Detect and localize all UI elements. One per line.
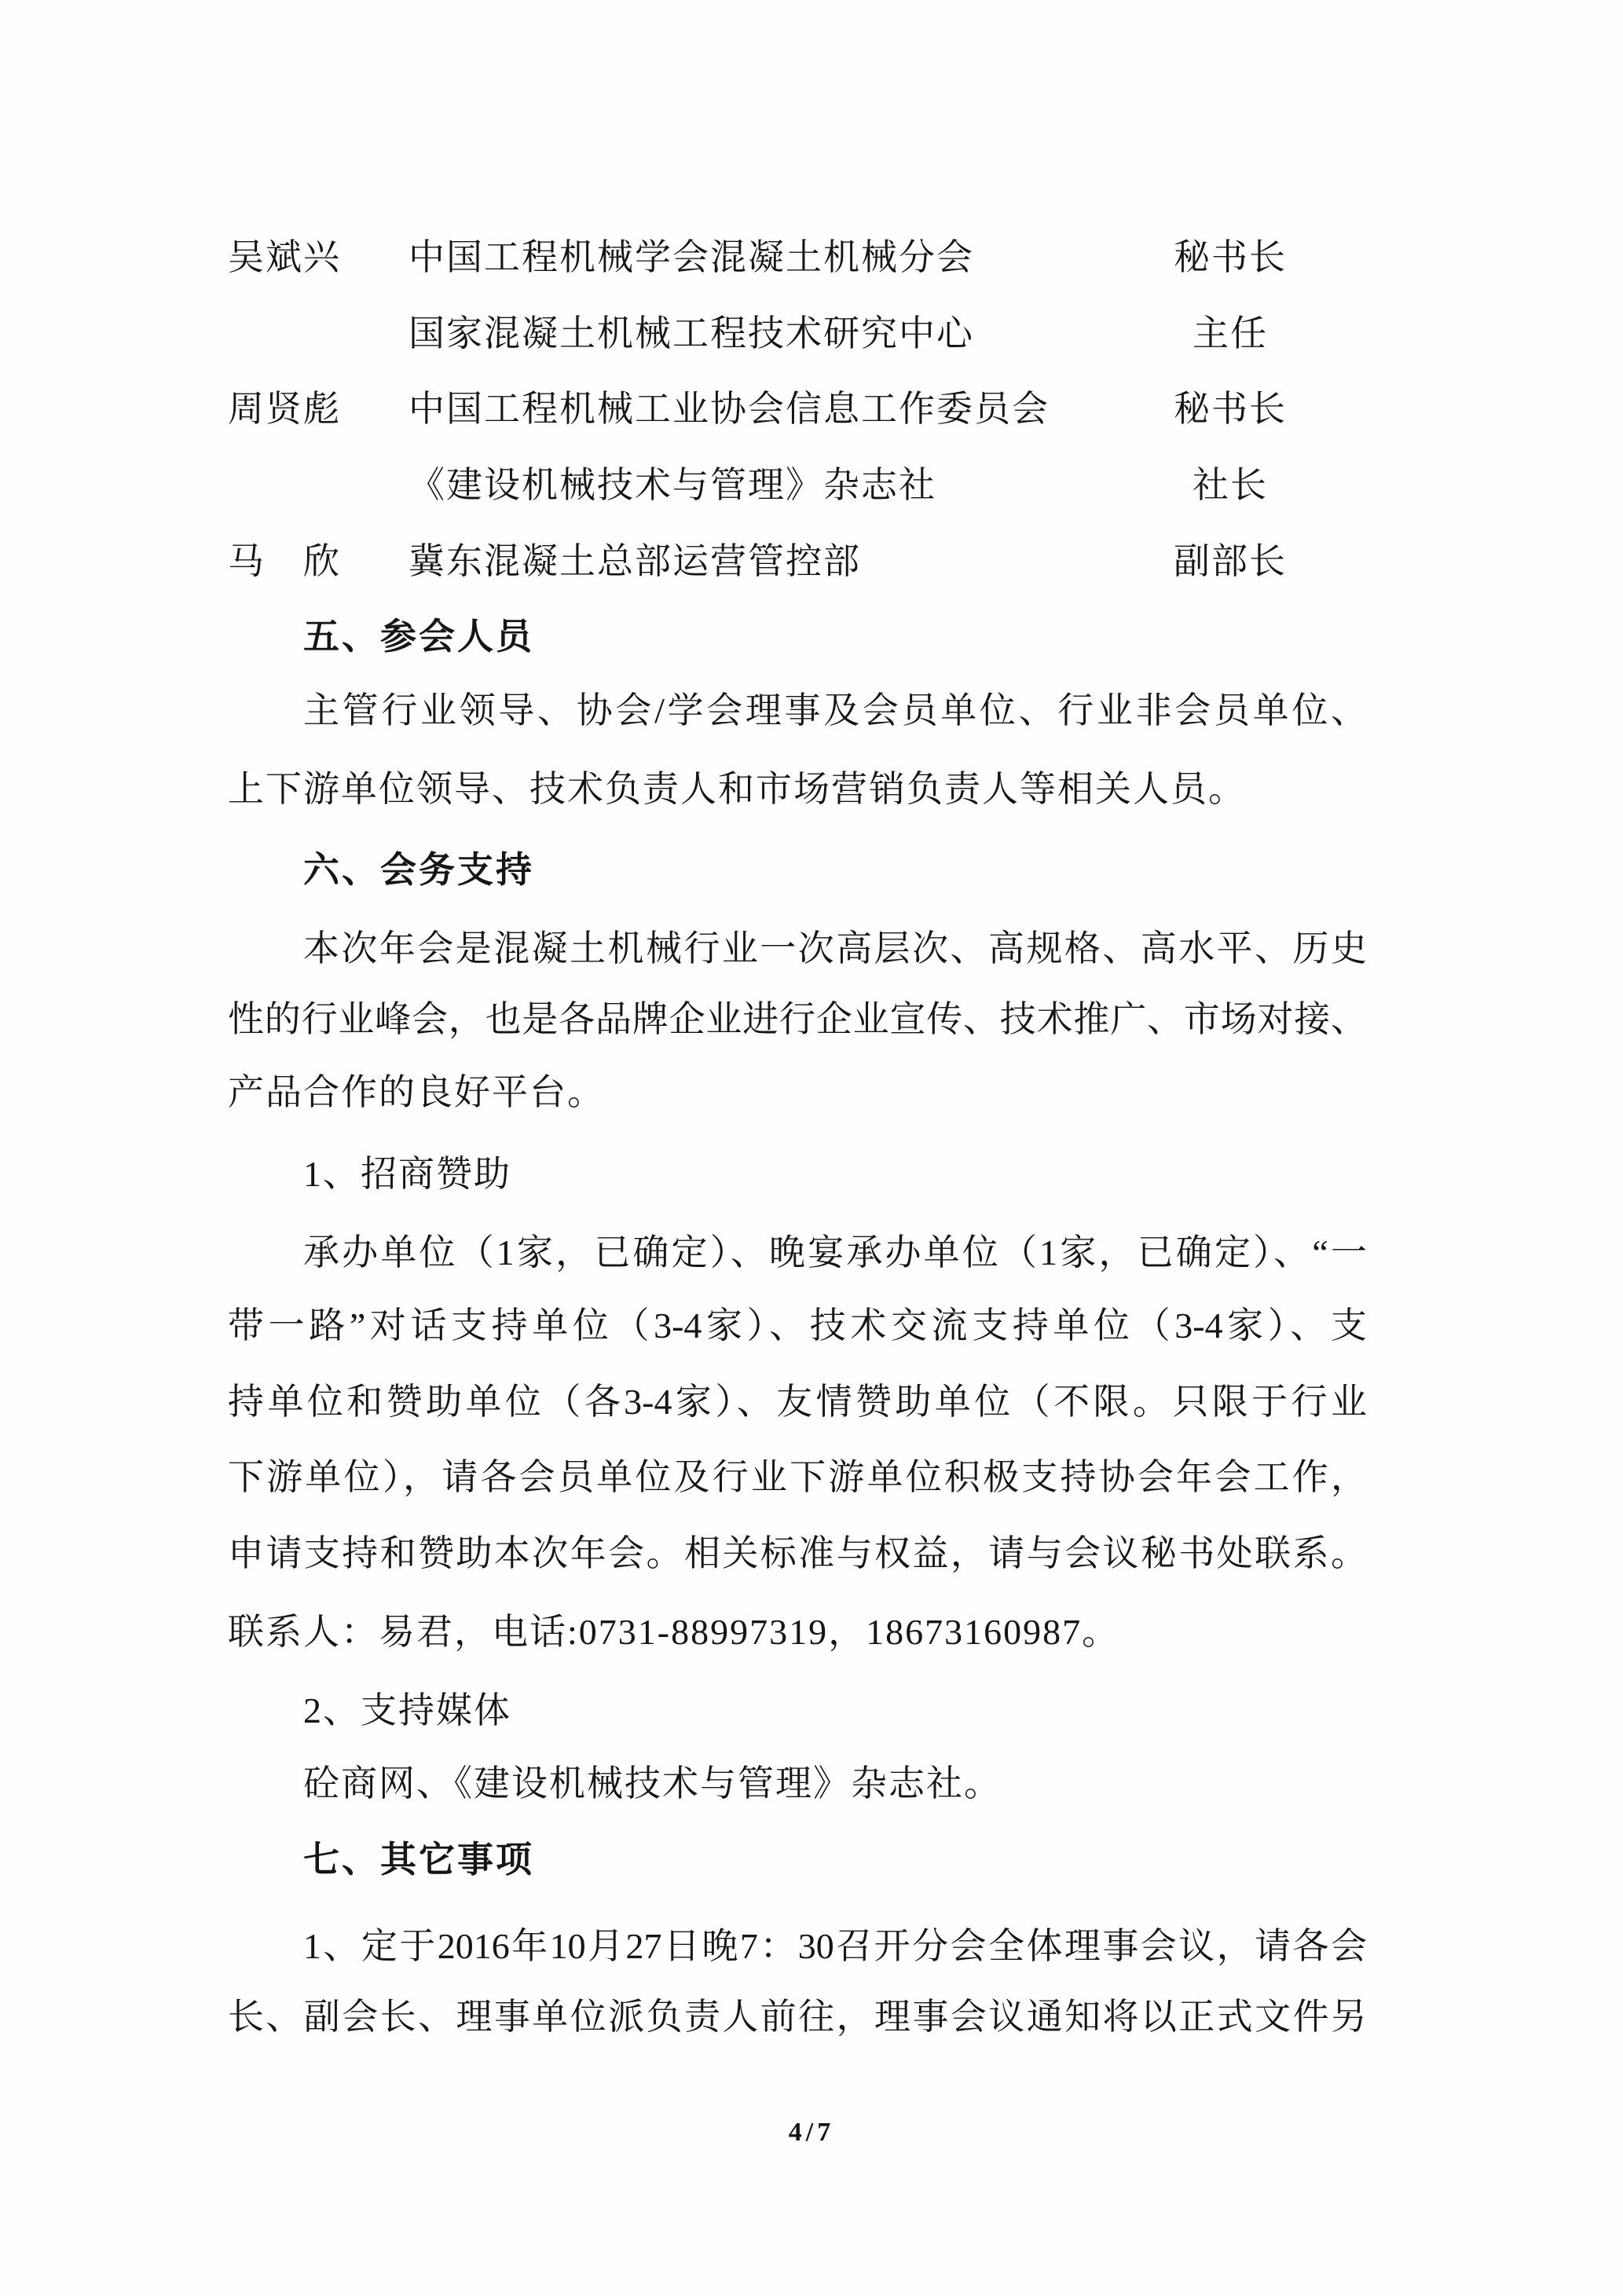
attendee-title: 秘书长 (1174, 237, 1287, 277)
body-line: 上下游单位领导、技术负责人和市场营销负责人等相关人员。 (228, 769, 1246, 809)
body-line: 申请支持和赞助本次年会。相关标准与权益，请与会议秘书处联系。 (228, 1533, 1367, 1573)
table-row (228, 312, 1367, 356)
attendee-title: 主任 (1193, 313, 1268, 353)
contact-line: 联系人：易君，电话:0731-88997319，18673160987。 (228, 1612, 1120, 1652)
table-row (228, 387, 1367, 431)
subsection-1-heading: 1、招商赞助 (303, 1154, 511, 1194)
body-line: 性的行业峰会，也是各品牌企业进行企业宣传、技术推广、市场对接、 (228, 999, 1367, 1039)
body-line: 1、定于2016年10月27日晚7：30召开分会全体理事会议，请各会 (303, 1926, 1367, 1966)
body-line: 长、副会长、理事单位派负责人前往，理事会议通知将以正式文件另 (228, 1997, 1367, 2037)
attendee-title: 社长 (1193, 465, 1268, 505)
body-line: 砼商网、《建设机械技术与管理》杂志社。 (303, 1763, 1002, 1803)
attendee-org: 冀东混凝土总部运营管控部 (408, 541, 861, 581)
body-line: 本次年会是混凝土机械行业一次高层次、高规格、高水平、历史 (303, 928, 1367, 969)
section-5-heading: 五、参会人员 (303, 617, 534, 657)
section-6-heading: 六、会务支持 (303, 850, 534, 890)
attendee-org: 《建设机械技术与管理》杂志社 (408, 465, 936, 505)
attendee-name: 周贤彪 (228, 389, 341, 429)
table-row (228, 236, 1367, 280)
attendee-title: 副部长 (1174, 541, 1287, 581)
attendee-name: 马 欣 (228, 541, 341, 581)
body-line: 产品合作的良好平台。 (228, 1072, 605, 1112)
table-row (228, 540, 1367, 584)
body-line: 带一路”对话支持单位（3-4家）、技术交流支持单位（3-4家）、支 (228, 1305, 1367, 1346)
subsection-2-heading: 2、支持媒体 (303, 1690, 511, 1730)
body-line: 持单位和赞助单位（各3-4家）、友情赞助单位（不限。只限于行业 (228, 1382, 1367, 1422)
body-line: 承办单位（1家，已确定）、晚宴承办单位（1家，已确定）、“一 (303, 1232, 1367, 1273)
section-7-heading: 七、其它事项 (303, 1840, 534, 1880)
attendee-org: 中国工程机械工业协会信息工作委员会 (408, 389, 1050, 429)
attendee-name: 吴斌兴 (228, 237, 341, 277)
attendee-org: 中国工程机械学会混凝土机械分会 (408, 237, 974, 277)
attendee-org: 国家混凝土机械工程技术研究中心 (408, 313, 974, 353)
body-line: 主管行业领导、协会/学会理事及会员单位、行业非会员单位、 (303, 690, 1367, 731)
attendee-title: 秘书长 (1174, 389, 1287, 429)
table-row (228, 463, 1367, 507)
page-number: 4/7 (788, 2118, 835, 2147)
body-line: 下游单位），请各会员单位及行业下游单位积极支持协会年会工作， (228, 1457, 1367, 1497)
